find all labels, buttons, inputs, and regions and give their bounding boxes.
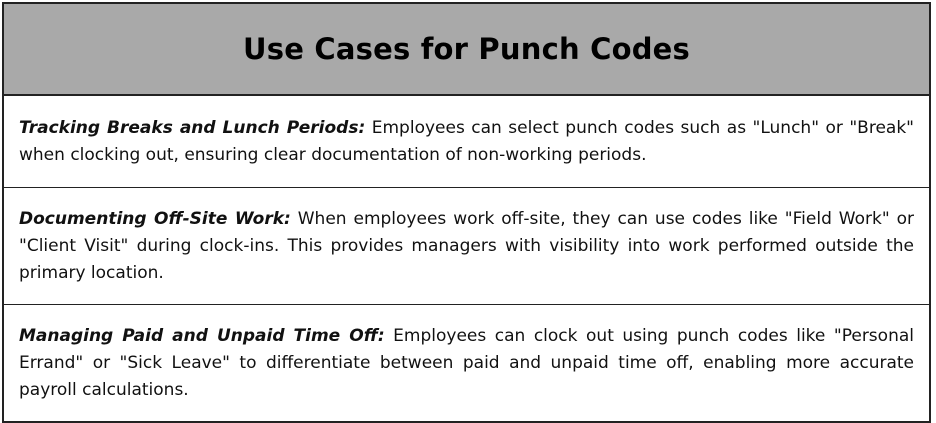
use-case-row-breaks	[4, 96, 929, 188]
page-title: Use Cases for Punch Codes	[242, 32, 691, 66]
use-case-heading: Managing Paid and Unpaid Time Off:	[19, 325, 385, 346]
use-case-heading: Documenting Off-Site Work:	[19, 208, 291, 229]
use-case-row-timeoff	[4, 305, 929, 421]
use-case-text	[19, 115, 914, 169]
use-case-row-offsite	[4, 188, 929, 305]
use-case-description: Employees can clock out using punch codes like "Personal Errand" or "Sick Leave" to differentiate between paid and unpaid time off, enabling more accurate payroll calculations.	[19, 325, 914, 400]
use-case-description: Employees can select punch codes such as "Lunch" or "Break" when clocking out, ensuring clear documentation of non-working periods.	[19, 117, 914, 165]
use-cases-table	[2, 2, 931, 423]
table-header	[4, 4, 929, 96]
use-case-heading: Tracking Breaks and Lunch Periods:	[19, 117, 366, 138]
use-case-description: When employees work off-site, they can use codes like "Field Work" or "Client Visit" during clock-ins. This provides managers with visibility into work performed outside the primary location.	[19, 208, 914, 283]
use-case-text	[19, 323, 914, 404]
use-case-text	[19, 206, 914, 287]
